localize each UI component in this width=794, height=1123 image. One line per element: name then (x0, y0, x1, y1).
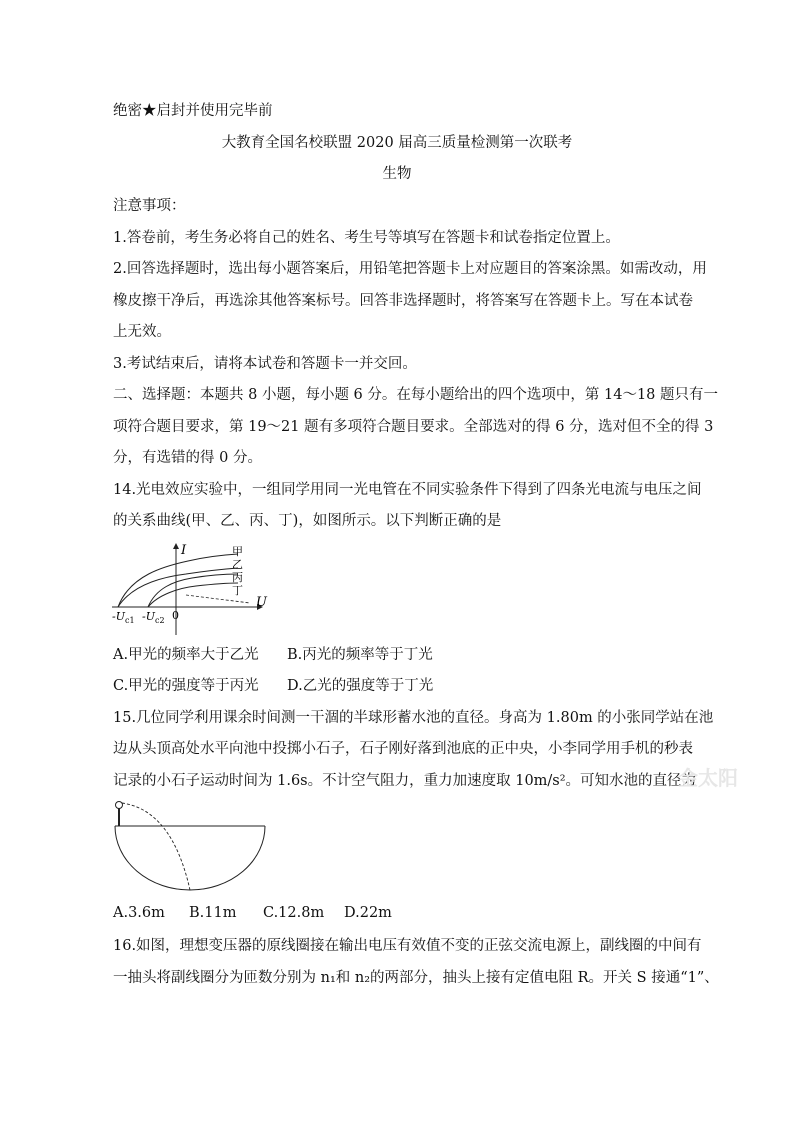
curve-yi (118, 568, 238, 607)
q15-stem-line2: 边从头顶高处水平向池中投掷小石子，石子刚好落到池底的正中央，小李同学用手机的秒表 (113, 741, 693, 757)
q15-option-b: B.11m (189, 905, 237, 921)
watermark: 金太阳 (678, 766, 738, 790)
label-bing: 丙 (232, 571, 243, 584)
note-2-line2: 橡皮擦干净后，再选涂其他答案标号。回答非选择题时，将答案写在答题卡上。写在本试卷 (113, 293, 693, 309)
note-3: 3.考试结束后，请将本试卷和答题卡一并交回。 (113, 356, 417, 372)
q15-stem-line3: 记录的小石子运动时间为 1.6s。不计空气阻力，重力加速度取 10m/s²。可知水池的直径为 (113, 773, 697, 789)
tick-uc1-main: -U (112, 610, 125, 623)
label-yi: 乙 (232, 558, 243, 571)
tick-uc2-sub: c2 (155, 616, 165, 625)
exam-title: 大教育全国名校联盟 2020 届高三质量检测第一次联考 (221, 135, 573, 151)
secret-label: 绝密★启封并使用完毕前 (113, 103, 273, 119)
tick-uc2 (142, 610, 165, 625)
i-axis-label: I (181, 543, 187, 558)
q15-stem-line1: 15.几位同学利用课余时间测一干涸的半球形蓄水池的直径。身高为 1.80m 的小张同学站在池 (113, 710, 714, 726)
note-2-line3: 上无效。 (113, 324, 171, 340)
pool-bowl (115, 826, 265, 890)
tick-uc1 (112, 610, 135, 625)
tick-uc2-main: -U (142, 610, 155, 623)
subject-title: 生物 (382, 166, 412, 182)
notes-heading: 注意事项： (113, 198, 186, 214)
label-jia: 甲 (232, 545, 243, 558)
q14-option-a: A.甲光的频率大于乙光 (113, 647, 259, 663)
curve-jia (118, 554, 238, 607)
q15-figure-hemisphere-pool (110, 796, 270, 896)
q14-stem-line2: 的关系曲线(甲、乙、丙、丁)，如图所示。以下判断正确的是 (113, 513, 502, 529)
stone-trajectory (122, 803, 190, 890)
q15-option-d: D.22m (344, 905, 392, 921)
q14-option-d: D.乙光的强度等于丁光 (287, 678, 434, 694)
section-intro-line1: 二、选择题：本题共 8 小题，每小题 6 分。在每小题给出的四个选项中，第 14～18 题只有一 (113, 387, 719, 403)
q14-option-b: B.丙光的频率等于丁光 (287, 647, 433, 663)
q14-stem-line1: 14.光电效应实验中，一组同学用同一光电管在不同实验条件下得到了四条光电流与电压之间 (113, 482, 702, 498)
q15-option-a: A.3.6m (113, 905, 165, 921)
q14-option-c: C.甲光的强度等于丙光 (113, 678, 259, 694)
section-intro-line3: 分，有选错的得 0 分。 (113, 450, 262, 466)
section-intro-line2: 项符合题目要求，第 19～21 题有多项符合题目要求。全部选对的得 6 分，选对但不全的得 3 (113, 419, 714, 435)
note-1: 1.答卷前，考生务必将自己的姓名、考生号等填写在答题卡和试卷指定位置上。 (113, 230, 620, 246)
q16-stem-line2: 一抽头将副线圈分为匝数分别为 n₁和 n₂的两部分，抽头上接有定值电阻 R。开关 S 接通“1”、 (113, 970, 719, 986)
note-2-line1: 2.回答选择题时，选出每小题答案后，用铅笔把答题卡上对应题目的答案涂黑。如需改动，用 (113, 261, 707, 277)
curve-ding (148, 583, 238, 607)
tick-uc1-sub: c1 (125, 616, 135, 625)
q15-option-c: C.12.8m (263, 905, 325, 921)
origin-label: 0 (172, 609, 179, 622)
q16-stem-line1: 16.如图，理想变压器的原线圈接在输出电压有效值不变的正弦交流电源上，副线圈的中间有 (113, 938, 702, 954)
label-ding: 丁 (232, 584, 243, 597)
q14-figure-iu-curves (110, 540, 270, 645)
u-axis-label: U (256, 595, 267, 610)
student-head (116, 802, 123, 809)
